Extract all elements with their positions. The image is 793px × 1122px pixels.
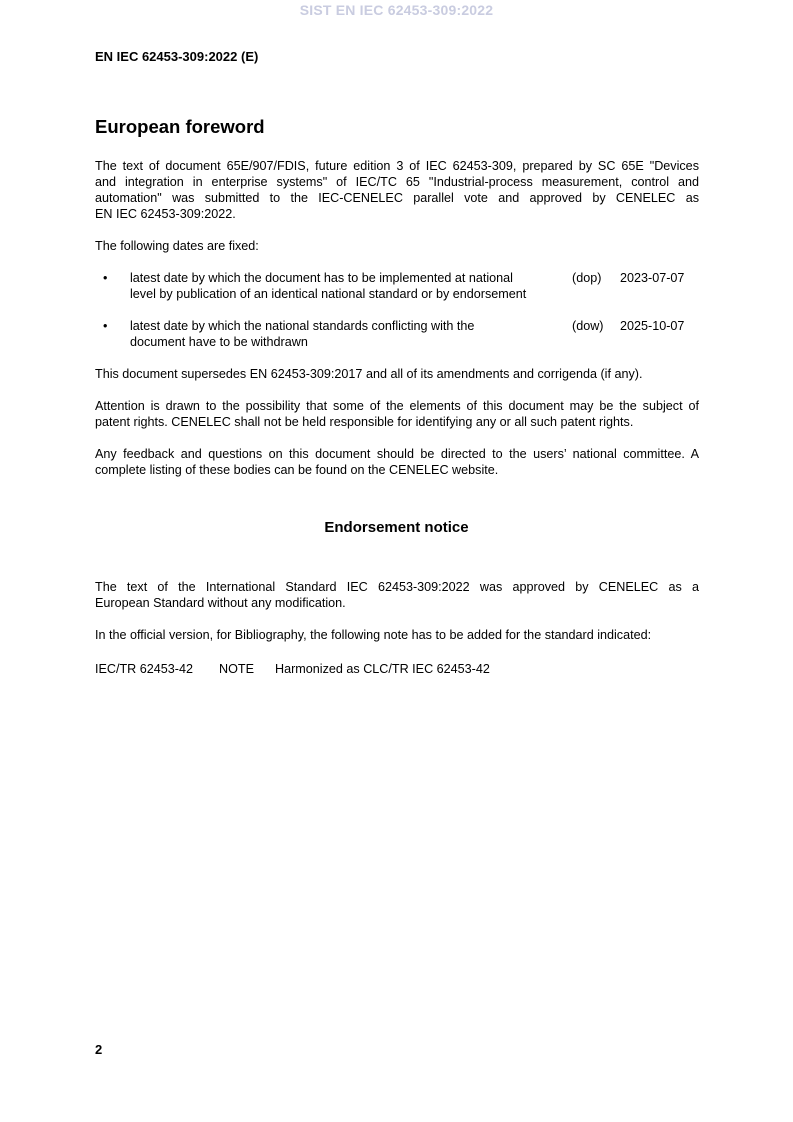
endorsement-paragraph	[95, 579, 699, 611]
patent-paragraph	[95, 398, 699, 430]
date-item-date: 2025-10-07	[620, 319, 685, 333]
date-item-description	[130, 270, 565, 302]
date-item-line: latest date by which the national standards conflicting with the	[130, 319, 475, 333]
date-item-abbr: (dop)	[572, 271, 602, 285]
date-item-abbr: (dow)	[572, 319, 604, 333]
date-item-date: 2023-07-07	[620, 271, 685, 285]
date-item-line: latest date by which the document has to be implemented at national	[130, 271, 513, 285]
bibliography-note: In the official version, for Bibliography, the following note has to be added for the standard indicated:	[95, 628, 652, 642]
watermark: SIST EN IEC 62453-309:2022	[299, 2, 494, 18]
dates-intro: The following dates are fixed:	[95, 239, 259, 253]
date-item-line: document have to be withdrawn	[130, 335, 308, 349]
foreword-paragraph-line: The text of document 65E/907/FDIS, future edition 3 of IEC 62453-309, prepared by SC 65E "Devices	[95, 159, 699, 173]
supersedes-paragraph: This document supersedes EN 62453-309:2017 and all of its amendments and corrigenda (if any).	[95, 367, 643, 381]
date-item-description	[130, 318, 565, 350]
feedback-paragraph	[95, 446, 699, 478]
bullet-icon: •	[103, 319, 108, 333]
endorsement-paragraph-line: European Standard without any modification.	[95, 596, 346, 610]
foreword-title: European foreword	[95, 116, 265, 137]
note-reference: IEC/TR 62453-42	[95, 662, 194, 676]
note-text: Harmonized as CLC/TR IEC 62453-42	[275, 662, 490, 676]
foreword-paragraph-line: automation" was submitted to the IEC-CENELEC parallel vote and approved by CENELEC as	[95, 191, 699, 205]
note-label: NOTE	[219, 662, 254, 676]
foreword-paragraph	[95, 158, 699, 222]
page-number: 2	[95, 1042, 103, 1057]
foreword-paragraph-line: EN IEC 62453-309:2022.	[95, 207, 236, 221]
feedback-paragraph-line: complete listing of these bodies can be found on the CENELEC website.	[95, 463, 499, 477]
foreword-paragraph-line: and integration in enterprise systems" of IEC/TC 65 "Industrial-process measurement, control and	[95, 175, 699, 189]
endorsement-title: Endorsement notice	[324, 519, 469, 536]
patent-paragraph-line: patent rights. CENELEC shall not be held responsible for identifying any or all such patent rights.	[95, 415, 634, 429]
patent-paragraph-line: Attention is drawn to the possibility that some of the elements of this document may be the subject of	[95, 399, 699, 413]
endorsement-paragraph-line: The text of the International Standard IEC 62453-309:2022 was approved by CENELEC as a	[95, 580, 699, 594]
date-item-line: level by publication of an identical national standard or by endorsement	[130, 287, 527, 301]
bullet-icon: •	[103, 271, 108, 285]
document-id-header: EN IEC 62453-309:2022 (E)	[95, 49, 259, 64]
feedback-paragraph-line: Any feedback and questions on this document should be directed to the users’ national committee. A	[95, 447, 699, 461]
